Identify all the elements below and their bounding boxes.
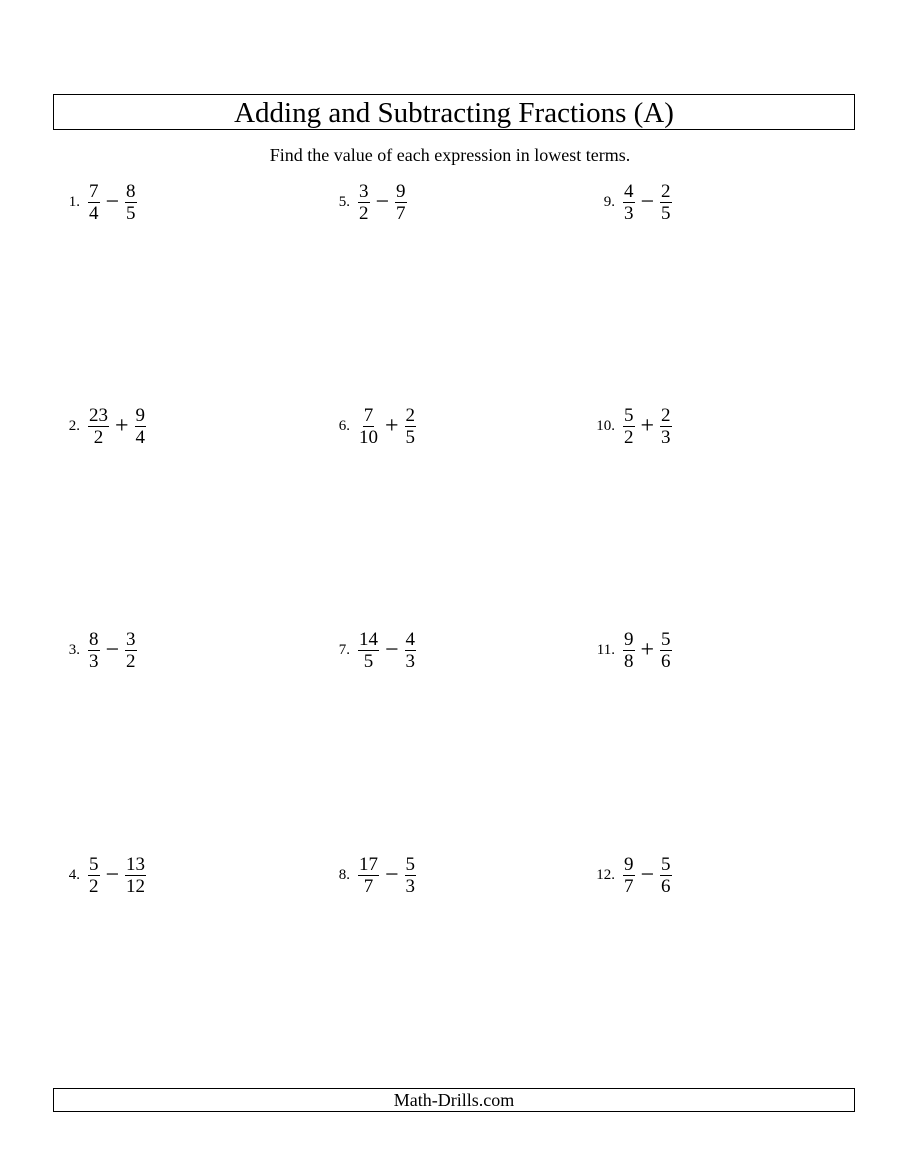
denominator: 7 <box>396 202 406 224</box>
footer-box <box>53 1088 855 1112</box>
first-fraction <box>358 406 379 447</box>
denominator: 3 <box>405 875 416 897</box>
denominator: 10 <box>359 426 378 448</box>
operator: − <box>640 862 655 888</box>
denominator: 3 <box>89 650 99 672</box>
denominator: 7 <box>363 875 374 897</box>
operator: − <box>105 189 120 215</box>
denominator: 12 <box>126 875 146 897</box>
denominator: 8 <box>624 650 634 672</box>
problem-number: 3. <box>68 641 80 658</box>
first-fraction <box>623 182 635 223</box>
denominator: 7 <box>624 875 634 897</box>
footer-text: Math-Drills.com <box>393 1090 515 1110</box>
numerator: 23 <box>89 404 108 426</box>
numerator: 9 <box>624 853 634 875</box>
second-fraction <box>660 182 672 223</box>
denominator: 4 <box>135 426 146 448</box>
denominator: 5 <box>363 650 374 672</box>
numerator: 14 <box>359 628 378 650</box>
title-box <box>53 94 855 130</box>
numerator: 9 <box>135 404 146 426</box>
problem-number: 11. <box>596 641 615 658</box>
denominator: 4 <box>89 202 99 224</box>
first-fraction <box>358 855 379 896</box>
operator: + <box>115 413 129 439</box>
numerator: 7 <box>363 404 374 426</box>
numerator: 2 <box>405 404 416 426</box>
problem-number: 10. <box>596 417 615 434</box>
problem-item <box>50 853 148 897</box>
denominator: 5 <box>405 426 416 448</box>
problem-number: 6. <box>338 417 350 434</box>
numerator: 2 <box>661 180 671 202</box>
denominator: 3 <box>661 426 671 448</box>
problem-item <box>320 404 418 448</box>
numerator: 5 <box>405 853 416 875</box>
problem-number: 8. <box>338 866 350 883</box>
numerator: 5 <box>624 404 634 426</box>
denominator: 3 <box>405 650 416 672</box>
first-fraction <box>88 406 109 447</box>
denominator: 2 <box>359 202 369 224</box>
numerator: 9 <box>396 180 406 202</box>
operator: − <box>640 189 655 215</box>
second-fraction <box>405 855 417 896</box>
numerator: 5 <box>661 628 671 650</box>
problem-item <box>50 628 139 672</box>
numerator: 9 <box>624 628 634 650</box>
second-fraction <box>125 182 137 223</box>
problem-item <box>320 180 409 224</box>
denominator: 2 <box>624 426 634 448</box>
numerator: 8 <box>89 628 99 650</box>
first-fraction <box>88 855 100 896</box>
numerator: 2 <box>661 404 671 426</box>
problem-item <box>320 853 418 897</box>
problem-number: 7. <box>338 641 350 658</box>
operator: − <box>385 637 399 663</box>
numerator: 5 <box>661 853 671 875</box>
first-fraction <box>88 630 100 671</box>
problem-item <box>585 853 674 897</box>
instructions: Find the value of each expression in lowest terms. <box>269 145 631 165</box>
second-fraction <box>660 406 672 447</box>
problem-number: 9. <box>603 193 615 210</box>
second-fraction <box>395 182 407 223</box>
problem-item <box>50 404 148 448</box>
second-fraction <box>405 406 417 447</box>
denominator: 6 <box>661 875 671 897</box>
operator: − <box>375 189 390 215</box>
problem-item <box>50 180 139 224</box>
numerator: 13 <box>126 853 146 875</box>
problem-item <box>320 628 418 672</box>
problem-number: 5. <box>338 193 350 210</box>
second-fraction <box>125 630 137 671</box>
numerator: 3 <box>126 628 136 650</box>
problem-item <box>585 180 674 224</box>
second-fraction <box>135 406 147 447</box>
operator: − <box>105 862 120 888</box>
operator: + <box>640 413 655 439</box>
numerator: 4 <box>405 628 416 650</box>
denominator: 2 <box>89 875 99 897</box>
problem-item <box>585 404 674 448</box>
problem-number: 1. <box>68 193 80 210</box>
first-fraction <box>358 182 370 223</box>
numerator: 5 <box>89 853 99 875</box>
numerator: 8 <box>126 180 136 202</box>
operator: − <box>385 862 399 888</box>
first-fraction <box>623 406 635 447</box>
problem-number: 2. <box>68 417 80 434</box>
denominator: 2 <box>93 426 104 448</box>
first-fraction <box>358 630 379 671</box>
denominator: 2 <box>126 650 136 672</box>
denominator: 5 <box>126 202 136 224</box>
operator: + <box>640 637 655 663</box>
first-fraction <box>623 855 635 896</box>
numerator: 17 <box>359 853 378 875</box>
first-fraction <box>88 182 100 223</box>
second-fraction <box>660 855 672 896</box>
operator: + <box>385 413 399 439</box>
numerator: 3 <box>359 180 369 202</box>
problem-number: 12. <box>596 866 615 883</box>
operator: − <box>105 637 120 663</box>
problem-item <box>585 628 674 672</box>
second-fraction <box>660 630 672 671</box>
denominator: 6 <box>661 650 671 672</box>
second-fraction <box>405 630 417 671</box>
page-title: Adding and Subtracting Fractions (A) <box>234 96 674 129</box>
second-fraction <box>125 855 146 896</box>
numerator: 4 <box>624 180 634 202</box>
denominator: 3 <box>624 202 634 224</box>
first-fraction <box>623 630 635 671</box>
denominator: 5 <box>661 202 671 224</box>
problem-number: 4. <box>68 866 80 883</box>
numerator: 7 <box>89 180 99 202</box>
